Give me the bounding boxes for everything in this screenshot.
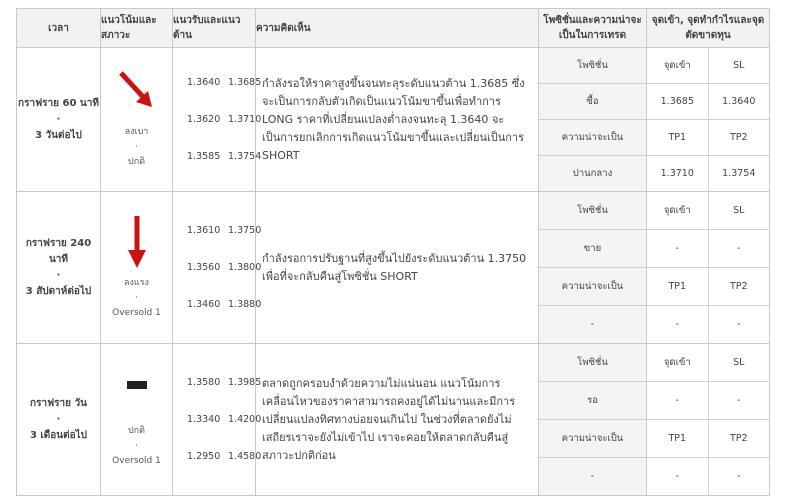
entry-value: - [647,382,708,420]
support-value: 1.2950 [187,451,221,462]
position-cell [539,48,647,192]
comment-cell: กำลังรอให้ราคาสูงขึ้นจนทะลุระดับแนวต้าน 1.3685 ซึ่งจะเป็นการกลับตัวเกิดเป็นแนวโน้มขาขึ้นเพื่อทำการ LONG ราคาที่เปลี่ยนแปลงต่ำลงจนทะลุ 1.3640 จะเป็นการยกเลิกการเกิดแนวโน้มขาขึ้นและเปลี่ยนเป็นการ SHORT [256,48,539,192]
separator-dot: · [56,413,61,425]
probability-value: - [539,306,646,344]
sl-header: SL [708,48,769,84]
resistance-value: 1.3880 [228,299,262,310]
trend-cell [101,192,173,344]
trend-label: ลงเบา [124,127,149,137]
level-pair [173,249,262,286]
support-value: 1.3580 [187,377,221,388]
tp1-header: TP1 [647,268,708,306]
resistance-value: 1.3754 [228,151,262,162]
sl-header: SL [708,344,769,382]
sl-header: SL [708,192,769,230]
entry-header: จุดเข้า [647,48,708,84]
header-position: โพซิชั่นและความน่าจะเป็นในการเทรด [539,9,647,48]
table-row [17,344,770,496]
tp2-value: - [708,306,769,344]
support-value: 1.3460 [187,299,221,310]
separator-dot: · [56,269,61,281]
position-value: ซื้อ [539,84,646,120]
support-value: 1.3340 [187,414,221,425]
trend-label: ปกติ [127,426,145,436]
resistance-value: 1.3710 [228,114,262,125]
tp2-value: - [708,458,769,496]
level-pair [173,212,262,249]
sl-value: - [708,382,769,420]
resistance-value: 1.4580 [228,451,262,462]
level-pair [173,101,262,138]
arrow-down-icon [122,214,152,270]
targets-cell [647,344,770,496]
header-time: เวลา [17,9,101,48]
timeframe-label: กราฟราย วัน [30,397,87,409]
entry-header: จุดเข้า [647,192,708,230]
timeframe-cell [17,48,101,192]
horizon-label: 3 เดือนต่อไป [29,429,88,441]
probability-header: ความน่าจะเป็น [539,420,646,458]
position-header: โพซิชั่น [539,344,646,382]
separator-dot: · [135,441,138,451]
horizon-label: 3 สัปดาห์ต่อไป [25,285,92,297]
position-cell [539,344,647,496]
resistance-value: 1.3800 [228,262,262,273]
header-trend: แนวโน้มและสภาวะ [101,9,173,48]
level-pair [173,401,262,438]
probability-header: ความน่าจะเป็น [539,120,646,156]
condition-label: ปกติ [127,157,145,167]
position-header: โพซิชั่น [539,192,646,230]
probability-value: - [539,458,646,496]
levels-cell [173,344,262,496]
support-value: 1.3610 [187,225,221,236]
sl-value: 1.3640 [708,84,769,120]
arrow-down-right-icon [117,69,157,113]
comment-cell: ตลาดถูกครอบงำด้วยความไม่แน่นอน แนวโน้มการเคลื่อนไหวของราคาสามารถคงอยู่ได้ไม่นานและมีการเปลี่ยนแปลงทิศทางบ่อยจนเกินไป ในช่วงที่ตลาดยังไม่เสถียรเราจะยังไม่เข้าไป เราจะคอยให้ตลาดกลับคืนสู่สภาวะปกติก่อน [256,344,539,496]
table-row [17,48,770,192]
resistance-value: 1.4200 [228,414,262,425]
position-value: ขาย [539,230,646,268]
entry-header: จุดเข้า [647,344,708,382]
resistance-value: 1.3750 [228,225,262,236]
trend-cell [101,344,173,496]
level-pair [173,438,262,475]
tp2-header: TP2 [708,420,769,458]
levels-cell [173,192,262,344]
table-row [17,192,770,344]
entry-value: - [647,230,708,268]
level-pair [173,286,262,323]
tp2-header: TP2 [708,268,769,306]
header-targets: จุดเข้า, จุดทำกำไรและจุดตัดขาดทุน [647,9,770,48]
condition-label: Oversold 1 [112,456,161,466]
probability-header: ความน่าจะเป็น [539,268,646,306]
tp2-header: TP2 [708,120,769,156]
support-value: 1.3560 [187,262,221,273]
position-cell [539,192,647,344]
timeframe-label: กราฟราย 60 นาที [18,97,99,109]
condition-label: Oversold 1 [112,308,161,318]
separator-dot: · [56,113,61,125]
resistance-value: 1.3985 [228,377,262,388]
probability-value: ปานกลาง [539,156,646,192]
forecast-table [16,8,770,496]
timeframe-label: กราฟราย 240 นาที [25,237,92,265]
support-value: 1.3620 [187,114,221,125]
flat-dash-icon [122,370,152,400]
comment-cell: กำลังรอการปรับฐานที่สูงขึ้นไปยังระดับแนวต้าน 1.3750 เพื่อที่จะกลับคืนสู่โพซิชั่น SHORT [256,192,539,344]
support-value: 1.3585 [187,151,221,162]
resistance-value: 1.3685 [228,77,262,88]
targets-cell [647,192,770,344]
header-levels: แนวรับและแนวต้าน [173,9,256,48]
levels-cell [173,48,262,192]
sl-value: - [708,230,769,268]
separator-dot: · [135,142,138,152]
level-pair [173,138,262,175]
tp1-header: TP1 [647,420,708,458]
horizon-label: 3 วันต่อไป [35,129,82,141]
tp1-value: 1.3710 [647,156,708,192]
trend-label: ลงแรง [124,278,149,288]
timeframe-cell [17,192,101,344]
position-value: รอ [539,382,646,420]
separator-dot: · [135,293,138,303]
tp1-header: TP1 [647,120,708,156]
tp1-value: - [647,458,708,496]
support-value: 1.3640 [187,77,221,88]
level-pair [173,64,262,101]
trend-cell [101,48,173,192]
level-pair [173,364,262,401]
targets-cell [647,48,770,192]
entry-value: 1.3685 [647,84,708,120]
header-comment: ความคิดเห็น [256,9,539,48]
tp1-value: - [647,306,708,344]
tp2-value: 1.3754 [708,156,769,192]
position-header: โพซิชั่น [539,48,646,84]
timeframe-cell [17,344,101,496]
